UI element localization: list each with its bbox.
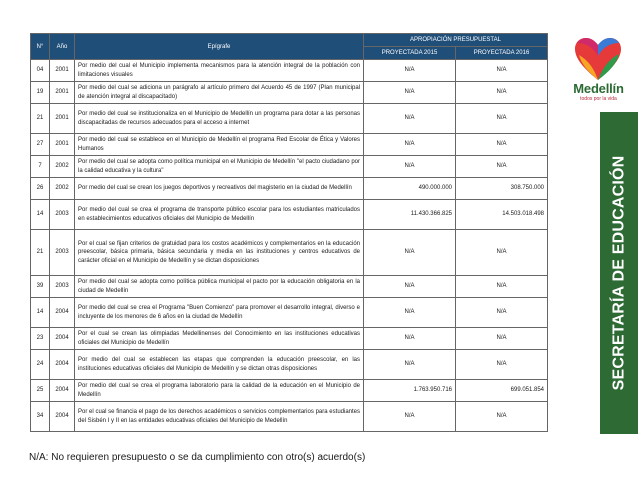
row-projected-2016: 699.051.854 bbox=[456, 380, 548, 402]
row-projected-2016: N/A bbox=[456, 82, 548, 104]
row-year: 2003 bbox=[50, 230, 75, 276]
row-year: 2003 bbox=[50, 276, 75, 298]
row-projected-2016: N/A bbox=[456, 134, 548, 156]
row-number: 04 bbox=[31, 60, 50, 82]
agreements-budget-table bbox=[30, 33, 548, 432]
row-number: 7 bbox=[31, 156, 50, 178]
row-epigraph: Por medio del cual se establece en el Municipio de Medellín el programa Red Escolar de Ética y Valores Humanos bbox=[75, 134, 364, 156]
row-epigraph: Por medio del cual se crean los juegos deportivos y recreativos del magisterio en la ciudad de Medellín bbox=[75, 178, 364, 200]
footnote: N/A: No requieren presupuesto o se da cumplimiento con otro(s) acuerdo(s) bbox=[29, 452, 366, 463]
row-number: 19 bbox=[31, 82, 50, 104]
row-projected-2016: N/A bbox=[456, 298, 548, 328]
table-row bbox=[31, 104, 548, 134]
logo-name: Medellín bbox=[573, 81, 624, 96]
row-projected-2016: 308.750.000 bbox=[456, 178, 548, 200]
sidebar-title-text: SECRETARÍA DE EDUCACIÓN bbox=[610, 155, 627, 391]
row-projected-2015: N/A bbox=[364, 276, 456, 298]
row-year: 2004 bbox=[50, 380, 75, 402]
row-year: 2003 bbox=[50, 200, 75, 230]
row-year: 2002 bbox=[50, 178, 75, 200]
table-row bbox=[31, 298, 548, 328]
header-number: N° bbox=[31, 34, 50, 60]
table-row bbox=[31, 134, 548, 156]
row-year: 2001 bbox=[50, 134, 75, 156]
row-number: 14 bbox=[31, 200, 50, 230]
row-projected-2015: N/A bbox=[364, 230, 456, 276]
row-year: 2004 bbox=[50, 402, 75, 432]
table-row bbox=[31, 60, 548, 82]
row-year: 2001 bbox=[50, 104, 75, 134]
row-projected-2015: N/A bbox=[364, 104, 456, 134]
logo-tagline: todos por la vida bbox=[580, 96, 617, 102]
row-epigraph: Por medio del cual se establecen las etapas que comprenden la educación preescolar, en las instituciones educativas oficiales del Municipio de Medellín y se dictan otras disposiciones bbox=[75, 350, 364, 380]
row-projected-2016: N/A bbox=[456, 230, 548, 276]
table-row bbox=[31, 380, 548, 402]
row-projected-2016: N/A bbox=[456, 402, 548, 432]
row-projected-2016: N/A bbox=[456, 328, 548, 350]
row-number: 34 bbox=[31, 402, 50, 432]
row-number: 39 bbox=[31, 276, 50, 298]
row-projected-2016: N/A bbox=[456, 276, 548, 298]
row-projected-2016: N/A bbox=[456, 104, 548, 134]
row-year: 2004 bbox=[50, 298, 75, 328]
row-number: 14 bbox=[31, 298, 50, 328]
sidebar-title bbox=[600, 112, 638, 434]
row-year: 2004 bbox=[50, 350, 75, 380]
table-row bbox=[31, 276, 548, 298]
row-projected-2016: 14.503.018.498 bbox=[456, 200, 548, 230]
table-row bbox=[31, 178, 548, 200]
row-epigraph: Por medio del cual se crea el programa laboratorio para la calidad de la educación en el Municipio de Medellín bbox=[75, 380, 364, 402]
row-epigraph: Por medio del cual se adopta como política municipal en el Municipio de Medellín "el pacto ciudadano por la calidad educativa y la cultura" bbox=[75, 156, 364, 178]
row-projected-2015: 11.430.366.825 bbox=[364, 200, 456, 230]
medellin-logo bbox=[559, 36, 638, 108]
table-row bbox=[31, 156, 548, 178]
row-number: 26 bbox=[31, 178, 50, 200]
row-number: 27 bbox=[31, 134, 50, 156]
row-projected-2016: N/A bbox=[456, 156, 548, 178]
row-projected-2016: N/A bbox=[456, 60, 548, 82]
table-row bbox=[31, 350, 548, 380]
row-epigraph: Por el cual se financia el pago de los derechos académicos o servicios complementarios para estudiantes del Sisbén I y II en las entidades educativas oficiales del Municipio de Medellín bbox=[75, 402, 364, 432]
row-epigraph: Por medio del cual se institucionaliza en el Municipio de Medellín un programa para dotar a las personas discapacitadas de recursos adecuados para el acceso a internet bbox=[75, 104, 364, 134]
row-year: 2001 bbox=[50, 60, 75, 82]
row-number: 21 bbox=[31, 104, 50, 134]
row-epigraph: Por medio del cual se adopta como política pública municipal el pacto por la educación obligatoria en la ciudad de Medellín bbox=[75, 276, 364, 298]
header-projected-2016: PROYECTADA 2016 bbox=[456, 47, 548, 60]
row-year: 2001 bbox=[50, 82, 75, 104]
header-projected-2015: PROYECTADA 2015 bbox=[364, 47, 456, 60]
row-year: 2002 bbox=[50, 156, 75, 178]
header-budget-appropriation: APROPIACIÓN PRESUPUESTAL bbox=[364, 34, 548, 47]
row-epigraph: Por medio del cual se crea el Programa "Buen Comienzo" para promover el desarrollo integral, diverso e incluyente de los menores de 6 años en la ciudad de Medellín bbox=[75, 298, 364, 328]
row-projected-2015: N/A bbox=[364, 82, 456, 104]
row-number: 23 bbox=[31, 328, 50, 350]
row-projected-2015: N/A bbox=[364, 328, 456, 350]
row-number: 24 bbox=[31, 350, 50, 380]
heart-logo-icon bbox=[573, 36, 623, 82]
row-projected-2015: 490.000.000 bbox=[364, 178, 456, 200]
table-row bbox=[31, 82, 548, 104]
row-projected-2015: N/A bbox=[364, 350, 456, 380]
row-projected-2015: N/A bbox=[364, 156, 456, 178]
header-epigraph: Epígrafe bbox=[75, 34, 364, 60]
table-row bbox=[31, 230, 548, 276]
row-epigraph: Por el cual se fijan criterios de gratuidad para los costos académicos y complementarios en la educación preescolar, básica primaria, básica secundaria y media en las instituciones y centros educativos de carácter oficial en el Municipio de Medellín y se dictan disposiciones bbox=[75, 230, 364, 276]
table-row bbox=[31, 328, 548, 350]
table-row bbox=[31, 200, 548, 230]
row-epigraph: Por medio del cual se adiciona un parágrafo al artículo primero del Acuerdo 45 de 1997 (Plan municipal de atención integral al discapacitado) bbox=[75, 82, 364, 104]
row-projected-2015: N/A bbox=[364, 134, 456, 156]
row-number: 25 bbox=[31, 380, 50, 402]
row-year: 2004 bbox=[50, 328, 75, 350]
row-projected-2015: N/A bbox=[364, 60, 456, 82]
table-row bbox=[31, 402, 548, 432]
header-year: Año bbox=[50, 34, 75, 60]
row-projected-2015: N/A bbox=[364, 298, 456, 328]
row-number: 21 bbox=[31, 230, 50, 276]
row-projected-2016: N/A bbox=[456, 350, 548, 380]
row-epigraph: Por medio del cual el Municipio implementa mecanismos para la atención integral de la población con limitaciones visuales bbox=[75, 60, 364, 82]
row-projected-2015: 1.763.950.716 bbox=[364, 380, 456, 402]
row-projected-2015: N/A bbox=[364, 402, 456, 432]
row-epigraph: Por el cual se crean las olimpiadas Medellinenses del Conocimiento en las instituciones educativas oficiales del Municipio de Medellín bbox=[75, 328, 364, 350]
row-epigraph: Por medio del cual se crea el programa de transporte público escolar para los estudiantes matriculados en establecimientos educativos oficiales del Municipio de Medellín bbox=[75, 200, 364, 230]
